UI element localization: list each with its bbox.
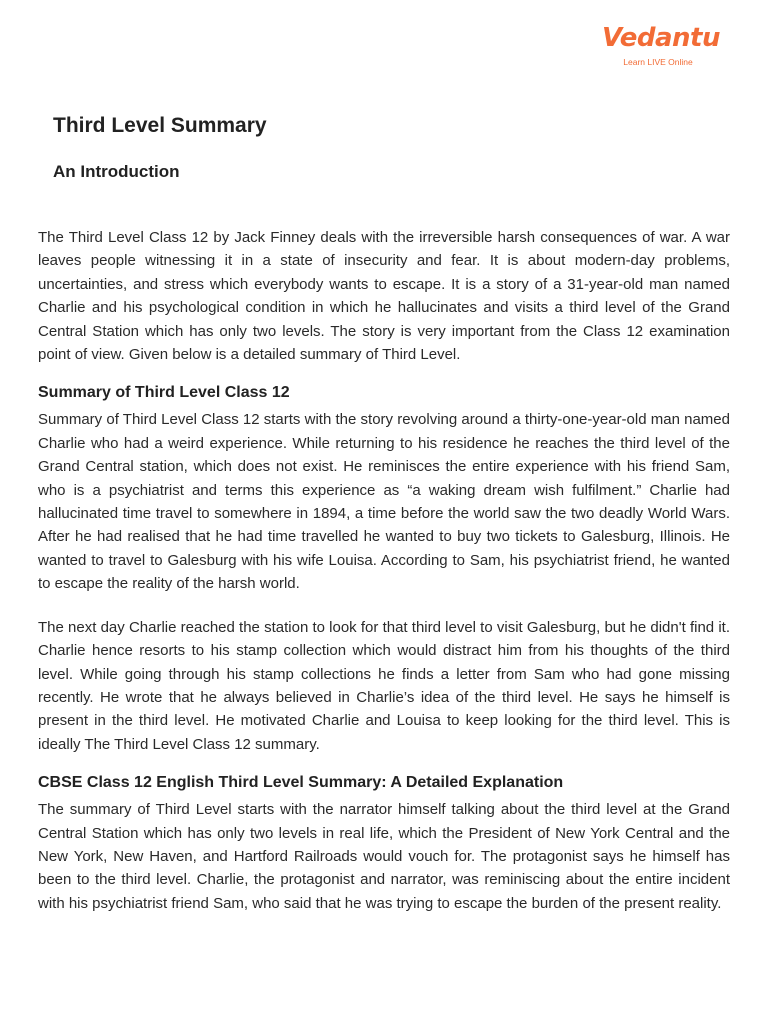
logo-tagline: Learn LIVE Online [623,57,693,67]
page-title: Third Level Summary [53,114,267,137]
detailed-heading: CBSE Class 12 English Third Level Summary: A Detailed Explanation [38,774,564,792]
document-body [38,226,730,915]
detailed-paragraph: The summary of Third Level starts with the narrator himself talking about the third level at the Grand Central Station which has only two levels in real life, which the President of New York Central and the New York, New Haven, and Hartford Railroads would vouch for. The protagonist says he himself has been to the third level. Charlie, the protagonist and narrator, was reminiscing about the entire incident with his psychiatrist friend Sam, who said that he was trying to escape the burden of the present reality. [38,801,730,912]
summary-paragraph-1: Summary of Third Level Class 12 starts with the story revolving around a thirty-one-year-old man named Charlie who had a weird experience. While returning to his residence he reaches the third level of the Grand Central station, which does not exist. He reminisces the entire experience with his friend Sam, who is a psychiatrist and terms this experience as “a waking dream wish fulfilment.” Charlie had hallucinated time travel to somewhere in 1894, a time before the world saw the two deadly World Wars. After he had realised that he had time travelled he wanted to buy two tickets to Galesburg, Illinois. He wanted to travel to Galesburg with his wife Louisa. According to Sam, his psychiatrist friend, he wanted to escape the reality of the harsh world. [38,411,730,593]
vedantu-logo [602,22,720,72]
intro-paragraph: The Third Level Class 12 by Jack Finney deals with the irreversible harsh consequences of war. A war leaves people witnessing it in a state of insecurity and fear. It is about modern-day problems, uncertainties, and stress which everybody wants to escape. It is a story of a 31-year-old man named Charlie and his psychological condition in which he hallucinates and visits a third level of the Grand Central Station which has only two levels. The story is very important from the Class 12 examination point of view. Given below is a detailed summary of Third Level. [38,229,730,364]
intro-heading: An Introduction [53,162,180,181]
summary-heading: Summary of Third Level Class 12 [38,384,290,402]
logo-wordmark: Vedantu [602,23,720,53]
summary-paragraph-2: The next day Charlie reached the station to look for that third level to visit Galesburg, but he didn't find it. Charlie hence resorts to his stamp collection which would distract him from his thoughts of the third level. While going through his stamp collections he finds a letter from Sam who had gone missing recently. He wrote that he always believed in Charlie’s idea of the third level. He says he himself is present in the third level. He motivated Charlie and Louisa to keep looking for the third level. This is ideally The Third Level Class 12 summary. [38,618,730,753]
